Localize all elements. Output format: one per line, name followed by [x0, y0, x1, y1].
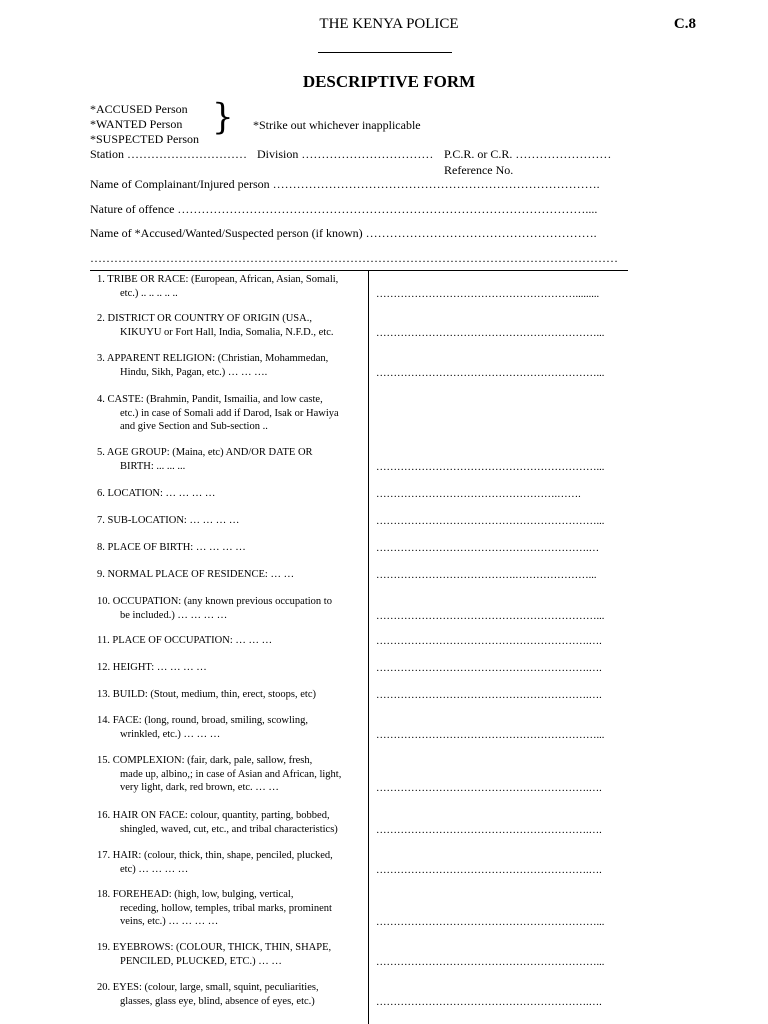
header-underline [318, 52, 452, 53]
strike-note: *Strike out whichever inapplicable [253, 118, 421, 132]
item-20-line: glasses, glass eye, blind, absence of eyes, etc.) [120, 995, 315, 1007]
item-4-line: 4. CASTE: (Brahmin, Pandit, Ismailia, and low caste, [97, 394, 323, 405]
column-divider [368, 270, 369, 1024]
item-19-label [97, 941, 331, 968]
item-4-line: etc.) in case of Somali add if Darod, Isak or Hawiya [120, 407, 339, 419]
item-16-line: 16. HAIR ON FACE: colour, quantity, parting, bobbed, [97, 810, 330, 821]
item-3-answer-field[interactable]: ………………………………………………………... [376, 367, 605, 379]
item-15-line: very light, dark, red brown, etc. … … [120, 782, 279, 793]
item-2-line: 2. DISTRICT OR COUNTRY OF ORIGIN (USA., [97, 313, 312, 324]
item-2-answer-field[interactable]: ………………………………………………………... [376, 327, 605, 339]
item-19-line: 19. EYEBROWS: (COLOUR, THICK, THIN, SHAPE, [97, 942, 332, 953]
item-7-answer-field[interactable]: ………………………………………………………... [376, 516, 605, 527]
item-3-label [97, 352, 328, 379]
item-4-label [97, 393, 339, 434]
item-15-label [97, 754, 341, 795]
item-6-line: 6. LOCATION: … … … … [97, 488, 216, 499]
division-field[interactable]: Division …………………………… [257, 147, 434, 161]
item-15-line: 15. COMPLEXION: (fair, dark, pale, sallow, fresh, [97, 755, 313, 766]
item-6-label [97, 487, 215, 501]
item-3-line: 3. APPARENT RELIGION: (Christian, Mohammedan, [97, 353, 329, 364]
accused-name-field[interactable]: Name of *Accused/Wanted/Suspected person (if known) …………………………………………………. [90, 226, 597, 240]
extra-line-field[interactable]: …………………………………………………………………………………………………………………… [90, 251, 618, 265]
table-top-rule [90, 270, 628, 271]
item-11-line: 11. PLACE OF OCCUPATION: … … … [97, 635, 273, 646]
item-19-line: PENCILED, PLUCKED, ETC.) … … [120, 955, 282, 967]
item-18-answer-field[interactable]: ………………………………………………………... [376, 917, 605, 928]
item-2-label [97, 312, 334, 339]
item-10-answer-field[interactable]: ………………………………………………………... [376, 610, 605, 622]
item-18-label [97, 888, 332, 929]
item-8-answer-field[interactable]: …………………………………………………….… [376, 543, 600, 554]
item-1-answer-field[interactable]: …………………………………………………......... [376, 288, 600, 300]
item-2-line: KIKUYU or Fort Hall, India, Somalia, N.F.D., etc. [120, 326, 334, 338]
item-14-label [97, 714, 308, 741]
item-14-answer-field[interactable]: ………………………………………………………... [376, 729, 605, 741]
form-code: C.8 [673, 16, 696, 32]
item-1-label [97, 273, 338, 300]
item-8-label [97, 541, 246, 555]
form-title: DESCRIPTIVE FORM [302, 72, 476, 91]
item-13-label [97, 688, 316, 702]
item-1-line: etc.) .. .. .. .. .. [120, 287, 178, 299]
item-17-answer-field[interactable]: …………………………………………………….…. [376, 864, 602, 876]
item-12-answer-field[interactable]: …………………………………………………….…. [376, 663, 602, 674]
offence-field[interactable]: Nature of offence ………………………………………………………………………………………….... [90, 202, 598, 216]
station-field[interactable]: Station ………………………… [90, 147, 248, 161]
item-17-label [97, 849, 333, 876]
item-5-answer-field[interactable]: ………………………………………………………... [376, 461, 605, 473]
item-15-line: made up, albino,; in case of Asian and African, light, [120, 768, 342, 780]
item-5-line: 5. AGE GROUP: (Maina, etc) AND/OR DATE OR [97, 447, 313, 458]
item-1-line: 1. TRIBE OR RACE: (European, African, Asian, Somali, [97, 274, 339, 285]
pcr-field[interactable]: P.C.R. or C.R. …………………… [444, 147, 612, 161]
item-18-line: veins, etc.) … … … … [120, 916, 219, 927]
item-11-answer-field[interactable]: …………………………………………………….…. [376, 636, 602, 647]
item-16-answer-field[interactable]: …………………………………………………….…. [376, 824, 602, 836]
item-20-answer-field[interactable]: …………………………………………………….…. [376, 996, 602, 1008]
police-title: THE KENYA POLICE [319, 16, 459, 32]
item-16-line: shingled, waved, cut, etc., and tribal characteristics) [120, 823, 338, 835]
item-14-line: wrinkled, etc.) … … … [120, 728, 221, 740]
reference-label: Reference No. [444, 163, 514, 177]
brace-icon: } [212, 96, 234, 138]
item-9-line: 9. NORMAL PLACE OF RESIDENCE: … … [97, 569, 295, 580]
item-18-line: receding, hollow, temples, tribal marks, prominent [120, 902, 332, 914]
item-12-label [97, 661, 207, 675]
item-5-line: BIRTH: ... ... ... [120, 460, 186, 472]
item-5-label [97, 446, 313, 473]
item-17-line: etc) … … … … [120, 863, 189, 875]
item-19-answer-field[interactable]: ………………………………………………………... [376, 956, 605, 968]
item-6-answer-field[interactable]: …………………………………………….……. [376, 489, 581, 500]
item-17-line: 17. HAIR: (colour, thick, thin, shape, penciled, plucked, [97, 850, 333, 861]
item-3-line: Hindu, Sikh, Pagan, etc.) … … …. [120, 366, 268, 378]
item-10-line: be included.) … … … … [120, 609, 228, 621]
person-type-wanted: *WANTED Person [90, 117, 183, 131]
item-18-line: 18. FOREHEAD: (high, low, bulging, vertical, [97, 889, 294, 900]
item-8-line: 8. PLACE OF BIRTH: … … … … [97, 542, 246, 553]
complainant-field[interactable]: Name of Complainant/Injured person ………………………………………………………………………. [90, 177, 600, 191]
item-10-label [97, 595, 332, 622]
item-11-label [97, 634, 272, 648]
item-7-line: 7. SUB-LOCATION: … … … … [97, 515, 240, 526]
person-type-accused: *ACCUSED Person [90, 102, 188, 116]
item-20-line: 20. EYES: (colour, large, small, squint, peculiarities, [97, 982, 319, 993]
item-12-line: 12. HEIGHT: … … … … [97, 662, 207, 673]
item-4-line: and give Section and Sub-section .. [120, 421, 268, 432]
item-20-label [97, 981, 319, 1008]
item-9-label [97, 568, 294, 582]
item-9-answer-field[interactable]: ………………………………….…………………... [376, 570, 597, 581]
item-7-label [97, 514, 239, 528]
item-13-answer-field[interactable]: …………………………………………………….…. [376, 690, 602, 701]
item-10-line: 10. OCCUPATION: (any known previous occupation to [97, 596, 332, 607]
item-14-line: 14. FACE: (long, round, broad, smiling, scowling, [97, 715, 308, 726]
item-16-label [97, 809, 338, 836]
item-15-answer-field[interactable]: …………………………………………………….…. [376, 783, 602, 794]
item-13-line: 13. BUILD: (Stout, medium, thin, erect, stoops, etc) [97, 689, 317, 700]
person-type-suspected: *SUSPECTED Person [90, 132, 200, 146]
